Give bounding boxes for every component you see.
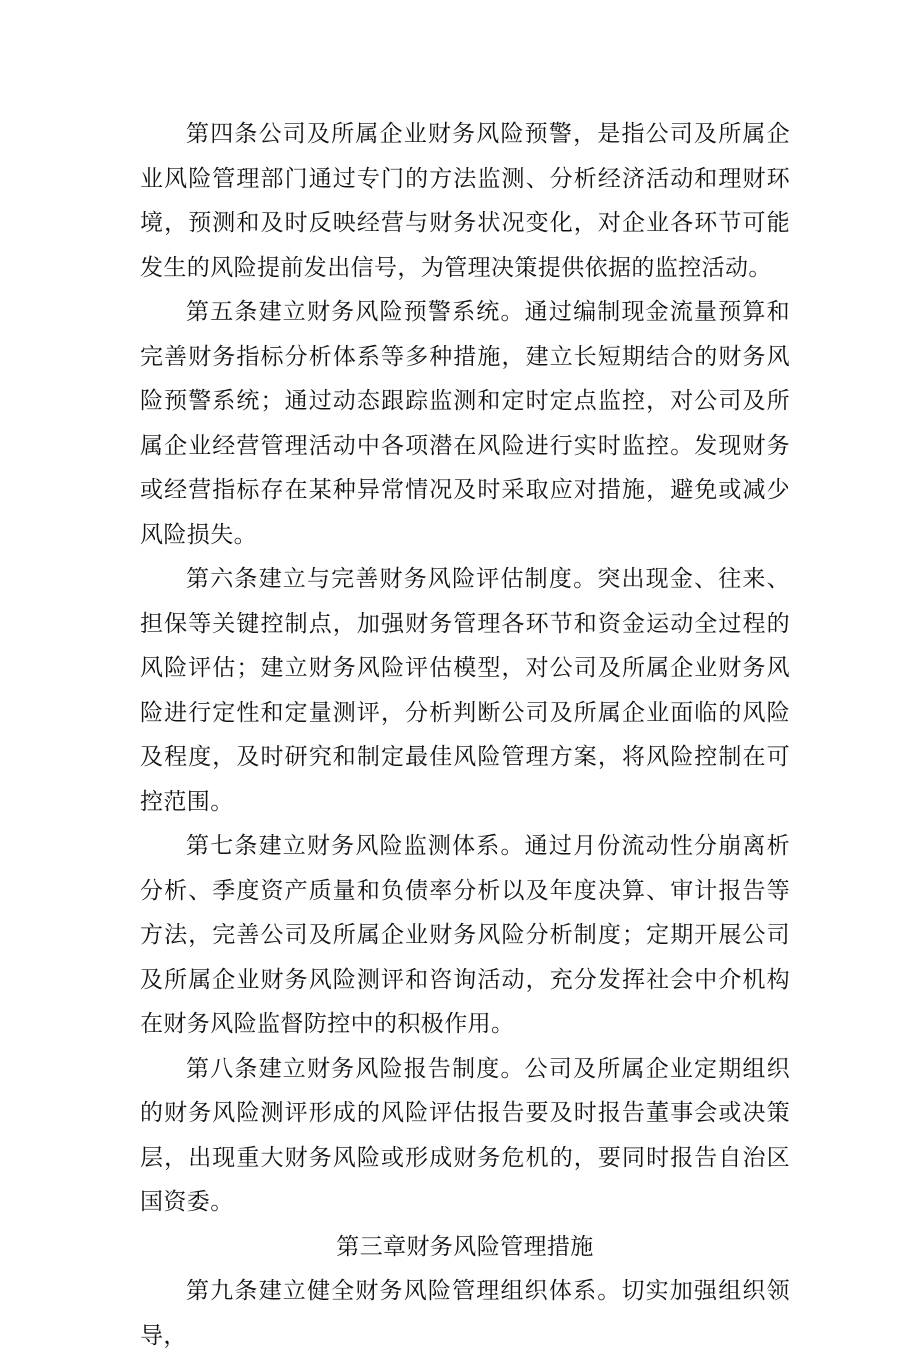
article-8-paragraph: 第八条建立财务风险报告制度。公司及所属企业定期组织的财务风险测评形成的风险评估报告要及时报告董事会或决策层，出现重大财务风险或形成财务危机的，要同时报告自治区国资委。 [140, 1055, 790, 1215]
document-body [140, 112, 790, 1358]
article-9-paragraph: 第九条建立健全财务风险管理组织体系。切实加强组织领导， [140, 1278, 790, 1349]
article-5-paragraph: 第五条建立财务风险预警系统。通过编制现金流量预算和完善财务指标分析体系等多种措施，建立长短期结合的财务风险预警系统；通过动态跟踪监测和定时定点监控，对公司及所属企业经营管理活动中各项潜在风险进行实时监控。发现财务或经营指标存在某种异常情况及时采取应对措施，避免或减少风险损失。 [140, 299, 790, 548]
article-6-paragraph: 第六条建立与完善财务风险评估制度。突出现金、往来、担保等关键控制点，加强财务管理各环节和资金运动全过程的风险评估；建立财务风险评估模型，对公司及所属企业财务风险进行定性和定量测评，分析判断公司及所属企业面临的风险及程度，及时研究和制定最佳风险管理方案，将风险控制在可控范围。 [140, 566, 790, 815]
chapter-heading: 第三章财务风险管理措施 [336, 1233, 594, 1260]
article-7-paragraph: 第七条建立财务风险监测体系。通过月份流动性分崩离析分析、季度资产质量和负债率分析以及年度决算、审计报告等方法，完善公司及所属企业财务风险分析制度；定期开展公司及所属企业财务风险测评和咨询活动，充分发挥社会中介机构在财务风险监督防控中的积极作用。 [140, 833, 790, 1037]
article-4-paragraph: 第四条公司及所属企业财务风险预警，是指公司及所属企业风险管理部门通过专门的方法监测、分析经济活动和理财环境，预测和及时反映经营与财务状况变化，对企业各环节可能发生的风险提前发出信号，为管理决策提供依据的监控活动。 [140, 121, 790, 281]
